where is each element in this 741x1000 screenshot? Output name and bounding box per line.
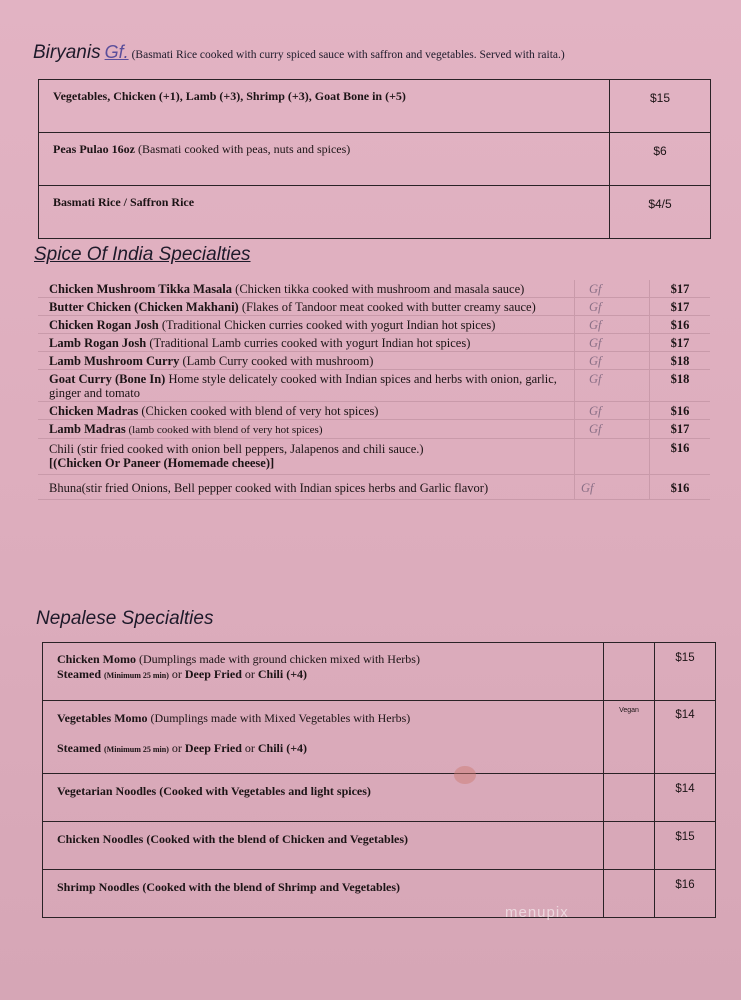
deep-fried-option: Deep Fried	[184, 741, 242, 755]
item-name: Chicken Mushroom Tikka Masala	[49, 282, 233, 296]
item-options: [(Chicken Or Paneer (Homemade cheese)]	[49, 456, 275, 470]
item-price: $17	[650, 334, 711, 352]
deep-fried-option: Deep Fried	[184, 667, 242, 681]
gluten-free-tag	[575, 439, 650, 475]
item-description	[43, 701, 604, 774]
biryanis-heading	[33, 42, 565, 64]
item-detail: Home style delicately cooked with Indian spices and herbs with onion, garlic, ginger and tomato	[49, 372, 557, 400]
item-price: $14	[655, 701, 716, 774]
steamed-option: Steamed	[57, 741, 101, 755]
item-description	[38, 420, 575, 439]
table-row	[38, 280, 710, 298]
table-row	[38, 316, 710, 334]
table-row	[38, 439, 710, 475]
nepalese-heading	[36, 608, 213, 630]
table-row	[43, 870, 716, 918]
item-description	[38, 439, 575, 475]
item-price: $15	[610, 80, 711, 133]
nepalese-title: Nepalese Specialties	[36, 608, 214, 629]
item-price: $16	[650, 439, 711, 475]
item-description: Chicken Noodles (Cooked with the blend of Chicken and Vegetables)	[43, 822, 604, 870]
item-description: Shrimp Noodles (Cooked with the blend of Shrimp and Vegetables)	[43, 870, 604, 918]
gluten-free-tag: Gf	[575, 402, 650, 420]
item-detail: Chili (stir fried cooked with onion bell peppers, Jalapenos and chili sauce.)	[49, 442, 424, 456]
item-description	[39, 133, 610, 186]
item-price: $16	[650, 316, 711, 334]
item-price: $15	[655, 822, 716, 870]
gluten-free-tag: Gf	[575, 334, 650, 352]
specialties-table	[38, 280, 710, 500]
gluten-free-tag: Gf	[575, 298, 650, 316]
table-row	[43, 701, 716, 774]
item-description	[38, 280, 575, 298]
item-name: Butter Chicken (Chicken Makhani)	[49, 300, 239, 314]
watermark: menupix	[505, 904, 569, 921]
item-price: $15	[655, 643, 716, 701]
gluten-free-tag: Gf	[575, 420, 650, 439]
item-name: Goat Curry (Bone In)	[49, 372, 166, 386]
item-description	[43, 643, 604, 701]
item-detail: (Chicken cooked with blend of very hot spices)	[138, 404, 379, 418]
item-description	[38, 370, 575, 402]
nepalese-table	[42, 642, 716, 918]
item-price: $4/5	[610, 186, 711, 239]
gluten-free-tag: Gf	[575, 370, 650, 402]
gluten-free-tag: Gf	[575, 352, 650, 370]
item-price: $17	[650, 298, 711, 316]
chili-option: Chili (+4)	[257, 667, 308, 681]
specialties-title: Spice Of India Specialties	[34, 244, 251, 265]
table-row	[43, 643, 716, 701]
table-row	[38, 334, 710, 352]
item-detail: (Traditional Chicken curries cooked with yogurt Indian hot spices)	[158, 318, 496, 332]
table-row	[38, 370, 710, 402]
table-row	[39, 133, 711, 186]
table-row	[43, 774, 716, 822]
diet-tag: Vegan	[604, 701, 655, 774]
item-description: Bhuna(stir fried Onions, Bell pepper cooked with Indian spices herbs and Garlic flavor)	[38, 475, 575, 500]
biryanis-title: Biryanis	[33, 42, 101, 63]
item-price: $17	[650, 420, 711, 439]
item-name: Peas Pulao 16oz	[53, 142, 135, 156]
item-detail: (Basmati cooked with peas, nuts and spices)	[138, 142, 351, 156]
table-row	[38, 420, 710, 439]
item-description	[38, 316, 575, 334]
min-time-note: (Minimum 25 min)	[104, 671, 169, 680]
item-name: Vegetables Momo	[57, 711, 148, 725]
or-text: or	[241, 667, 258, 681]
table-row	[38, 475, 710, 500]
or-text: or	[168, 667, 185, 681]
item-price: $6	[610, 133, 711, 186]
item-description: Vegetarian Noodles (Cooked with Vegetables and light spices)	[43, 774, 604, 822]
item-name: Chicken Madras	[49, 404, 139, 418]
item-detail: (Dumplings made with Mixed Vegetables with Herbs)	[147, 711, 411, 725]
item-price: $16	[655, 870, 716, 918]
item-price: $16	[650, 475, 711, 500]
gluten-free-tag: Gf	[575, 475, 650, 500]
or-text: or	[241, 741, 258, 755]
item-detail: (Chicken tikka cooked with mushroom and masala sauce)	[232, 282, 525, 296]
item-detail: (lamb cooked with blend of very hot spices)	[125, 424, 323, 436]
chili-option: Chili (+4)	[257, 741, 308, 755]
min-time-note: (Minimum 25 min)	[104, 745, 169, 754]
item-name: Lamb Mushroom Curry	[49, 354, 180, 368]
item-detail: (Flakes of Tandoor meat cooked with butter creamy sauce)	[238, 300, 536, 314]
table-row	[38, 352, 710, 370]
item-name: Chicken Momo	[57, 652, 136, 666]
specialties-heading	[34, 244, 251, 266]
diet-tag	[604, 822, 655, 870]
item-price: $16	[650, 402, 711, 420]
biryanis-description: (Basmati Rice cooked with curry spiced sauce with saffron and vegetables. Served with raita.)	[131, 49, 565, 61]
item-detail: (Traditional Lamb curries cooked with yogurt Indian hot spices)	[146, 336, 471, 350]
item-description: Vegetables, Chicken (+1), Lamb (+3), Shrimp (+3), Goat Bone in (+5)	[39, 80, 610, 133]
item-description	[38, 334, 575, 352]
table-row	[39, 80, 711, 133]
item-name: Lamb Madras	[49, 422, 126, 436]
table-row	[38, 402, 710, 420]
item-price: $18	[650, 352, 711, 370]
or-text: or	[168, 741, 185, 755]
table-row	[39, 186, 711, 239]
table-row	[38, 298, 710, 316]
stain-mark	[454, 766, 476, 784]
item-description: Basmati Rice / Saffron Rice	[39, 186, 610, 239]
item-price: $18	[650, 370, 711, 402]
item-price: $17	[650, 280, 711, 298]
steamed-option: Steamed	[57, 667, 101, 681]
diet-tag	[604, 643, 655, 701]
table-row	[43, 822, 716, 870]
item-detail: (Dumplings made with ground chicken mixed with Herbs)	[136, 652, 420, 666]
diet-tag	[604, 870, 655, 918]
diet-tag	[604, 774, 655, 822]
item-price: $14	[655, 774, 716, 822]
biryanis-table	[38, 79, 711, 239]
gluten-free-tag: Gf	[575, 316, 650, 334]
gluten-free-tag: Gf	[575, 280, 650, 298]
gluten-free-mark: Gf.	[104, 42, 129, 62]
item-description	[38, 352, 575, 370]
item-detail: (Lamb Curry cooked with mushroom)	[179, 354, 374, 368]
item-name: Lamb Rogan Josh	[49, 336, 147, 350]
item-description	[38, 298, 575, 316]
item-description	[38, 402, 575, 420]
item-name: Chicken Rogan Josh	[49, 318, 159, 332]
